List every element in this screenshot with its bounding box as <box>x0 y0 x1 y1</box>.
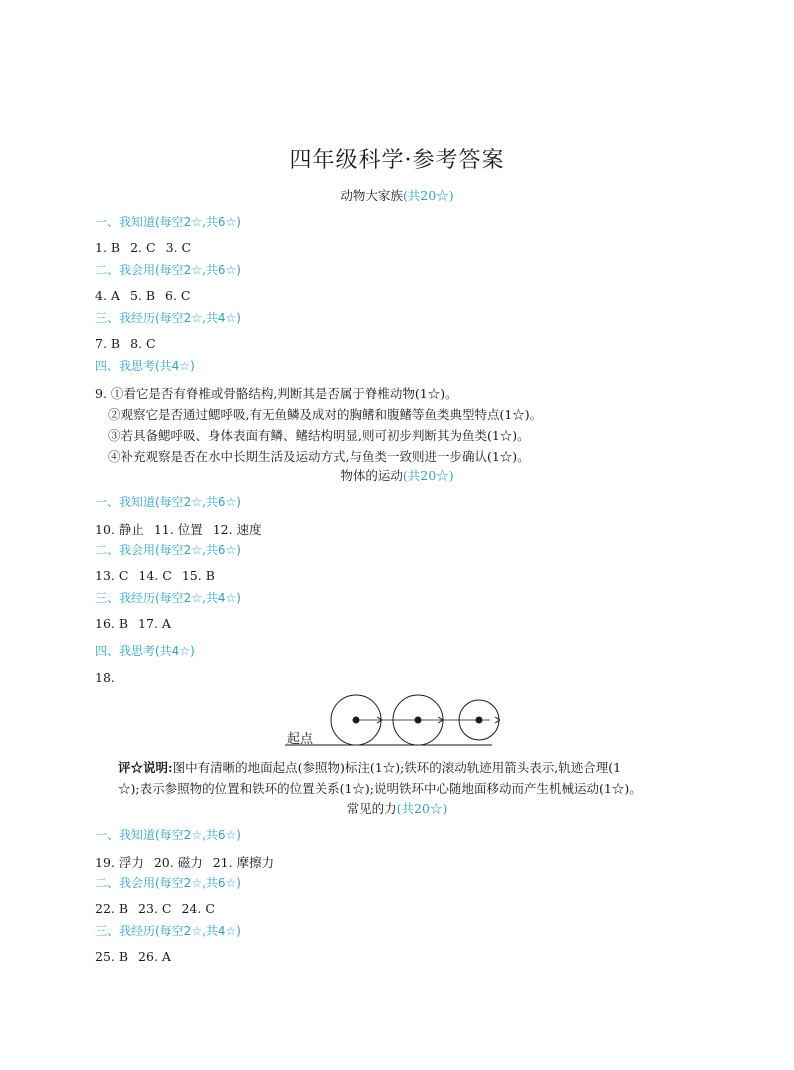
answer: 10. 静止 <box>95 522 144 537</box>
answer: 23. C <box>138 901 172 916</box>
answer: 6. C <box>165 288 191 303</box>
unit-name: 物体的运动 <box>340 468 403 483</box>
answer: 17. A <box>138 616 171 631</box>
answer-row <box>95 288 191 303</box>
evaluation-line <box>118 758 621 776</box>
answer: 25. B <box>95 949 129 964</box>
unit-points: (共20☆) <box>402 468 454 483</box>
answer-row <box>95 901 215 916</box>
section-heading: 一、我知道(每空2☆,共6☆) <box>95 215 241 229</box>
section-heading: 一、我知道(每空2☆,共6☆) <box>95 828 241 842</box>
answer: 8. C <box>130 336 156 351</box>
answer-row <box>95 520 262 538</box>
answer: 11. 位置 <box>153 522 203 537</box>
page-title: 四年级科学·参考答案 <box>289 148 505 173</box>
section-heading: 二、我会用(每空2☆,共6☆) <box>95 263 241 277</box>
answer: 14. C <box>138 568 172 583</box>
answer: 5. B <box>129 288 156 303</box>
section-heading: 四、我思考(共4☆) <box>95 644 195 658</box>
answer-line: ③若具备鳃呼吸、身体表面有鳞、鳍结构明显,则可初步判断其为鱼类(1☆)。 <box>108 428 530 443</box>
answer: 13. C <box>95 568 129 583</box>
unit-name: 常见的力 <box>346 801 397 816</box>
answer: 24. C <box>181 901 215 916</box>
unit-heading <box>0 186 794 204</box>
answer-row <box>95 853 274 871</box>
answer-line: ②观察它是否通过鳃呼吸,有无鱼鳞及成对的胸鳍和腹鳍等鱼类典型特点(1☆)。 <box>108 407 543 422</box>
answer-row <box>95 240 191 255</box>
question-number: 18. <box>95 670 115 685</box>
answer: 7. B <box>95 336 121 351</box>
answer: 2. C <box>130 240 156 255</box>
section-heading: 三、我经历(每空2☆,共4☆) <box>95 591 241 605</box>
evaluation-label: 评☆说明: <box>118 760 173 775</box>
evaluation-text: 图中有清晰的地面起点(参照物)标注(1☆);铁环的滚动轨迹用箭头表示,轨迹合理(1 <box>172 760 622 775</box>
section-heading: 四、我思考(共4☆) <box>95 359 195 373</box>
answer-row <box>95 616 171 631</box>
answer: 12. 速度 <box>212 522 262 537</box>
answer: 15. B <box>181 568 215 583</box>
answer: 1. B <box>95 240 121 255</box>
answer: 20. 磁力 <box>153 855 203 870</box>
unit-name: 动物大家族 <box>340 188 403 203</box>
answer: 19. 浮力 <box>95 855 144 870</box>
answer-line: 9. ①看它是否有脊椎或骨骼结构,判断其是否属于脊椎动物(1☆)。 <box>95 386 458 401</box>
unit-heading <box>0 466 794 484</box>
answer: 21. 摩擦力 <box>212 855 275 870</box>
evaluation-line: ☆);表示参照物的位置和铁环的位置关系(1☆);说明铁环中心随地面移动而产生机械运动(1☆)。 <box>118 781 642 796</box>
answer: 22. B <box>95 901 129 916</box>
answer: 4. A <box>95 288 120 303</box>
section-heading: 二、我会用(每空2☆,共6☆) <box>95 876 241 890</box>
section-heading: 三、我经历(每空2☆,共4☆) <box>95 311 241 325</box>
unit-points: (共20☆) <box>396 801 448 816</box>
start-point-label: 起点 <box>287 732 314 747</box>
answer-row <box>95 949 171 964</box>
unit-heading <box>0 799 794 817</box>
section-heading: 二、我会用(每空2☆,共6☆) <box>95 543 241 557</box>
section-heading: 一、我知道(每空2☆,共6☆) <box>95 495 241 509</box>
answer: 26. A <box>138 949 171 964</box>
unit-points: (共20☆) <box>402 188 454 203</box>
answer-row <box>95 568 215 583</box>
answer: 16. B <box>95 616 129 631</box>
answer: 3. C <box>165 240 192 255</box>
answer-line: ④补充观察是否在水中长期生活及运动方式,与鱼类一致则进一步确认(1☆)。 <box>108 449 530 464</box>
answer-row <box>95 336 156 351</box>
section-heading: 三、我经历(每空2☆,共4☆) <box>95 924 241 938</box>
